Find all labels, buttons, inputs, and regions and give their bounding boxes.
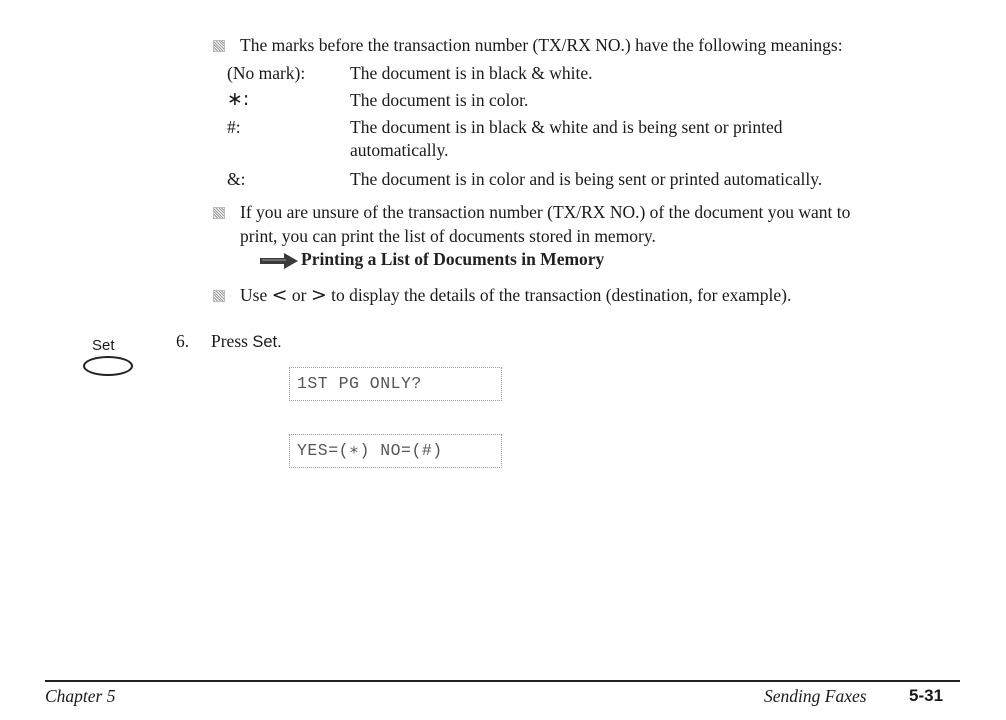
mark-label-asterisk: ∗: [227,88,250,110]
reference-link[interactable]: Printing a List of Documents in Memory [301,249,605,269]
footer-section-title: Sending Faxes [764,686,867,706]
bullet-icon [213,290,225,302]
use-text-or: or [291,285,307,305]
use-text-suffix: to display the details of the transaction (destination, for example). [331,285,792,305]
step-press-text: Press [211,331,248,351]
use-text-prefix: Use [240,285,268,305]
footer-page-number: 5-31 [909,686,944,705]
mark-desc-hash: The document is in black & white and is being sent or printed [350,117,783,137]
mark-label-none: (No mark): [227,63,306,83]
mark-desc-ampersand: The document is in color and is being sent or printed automatically. [350,169,823,189]
mark-label-hash: #: [227,117,241,137]
step-instruction [211,331,282,352]
footer-chapter: Chapter 5 [45,686,116,706]
footer-divider [45,680,960,682]
mark-desc-hash-continued: automatically. [350,140,449,160]
mark-desc-asterisk: The document is in color. [350,90,529,110]
bullet-icon [213,40,225,52]
lcd-display-line-2: YES=(∗) NO=(#) [289,434,502,468]
use-arrows-note [240,284,791,306]
set-key-icon [83,356,133,376]
unsure-line-2: print, you can print the list of documents stored in memory. [240,226,656,246]
set-key-label: Set [92,337,115,354]
right-arrow-key: > [310,284,327,306]
marks-intro: The marks before the transaction number (TX/RX NO.) have the following meanings: [240,35,843,55]
mark-label-ampersand: &: [227,169,246,189]
reference-arrow-icon [258,252,300,270]
left-arrow-key: < [271,284,288,306]
unsure-line-1: If you are unsure of the transaction number (TX/RX NO.) of the document you want to [240,202,851,222]
lcd-display-line-1: 1ST PG ONLY? [289,367,502,401]
bullet-icon [213,207,225,219]
step-key-name: Set. [252,333,282,351]
step-number: 6. [176,331,190,351]
mark-desc-none: The document is in black & white. [350,63,593,83]
